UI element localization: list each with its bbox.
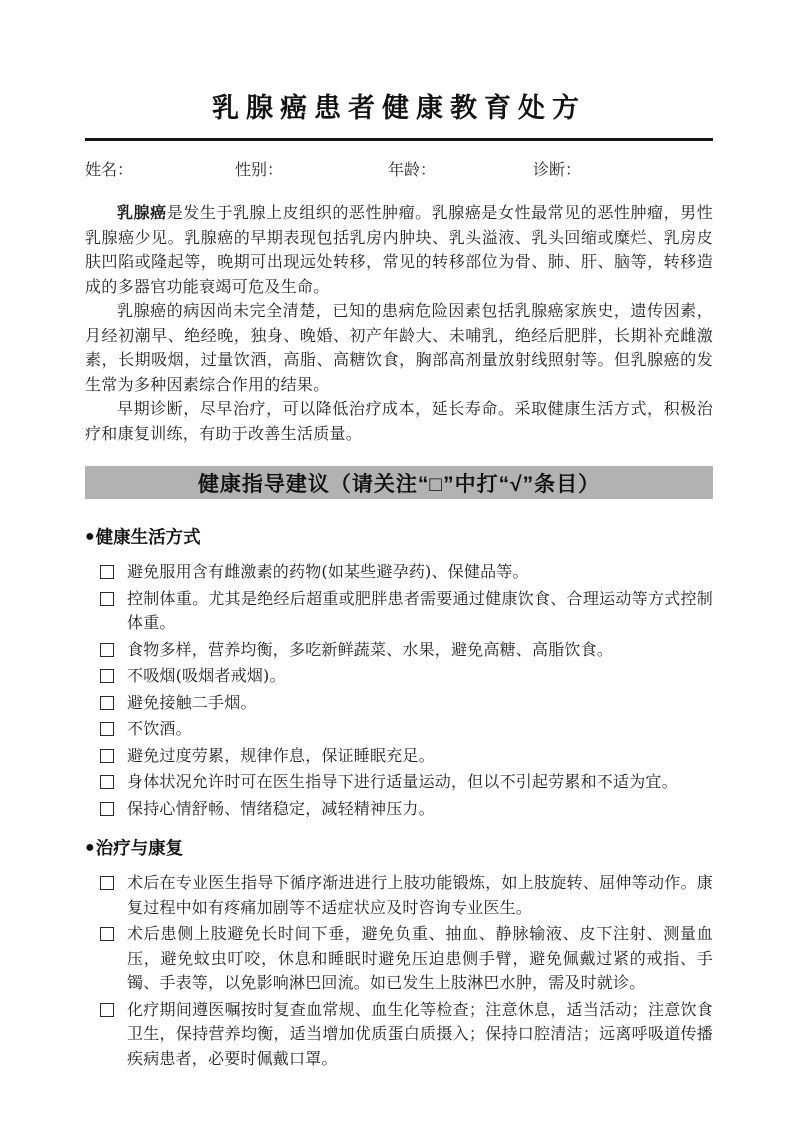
intro-paragraph bbox=[85, 201, 713, 299]
checkbox[interactable] bbox=[100, 802, 114, 816]
checklist-item bbox=[85, 638, 713, 663]
section-treatment-rehab bbox=[85, 835, 713, 1071]
gender-label: 性别： bbox=[235, 160, 284, 179]
guidance-banner: 健康指导建议（请关注“□”中打“√”条目） bbox=[85, 466, 713, 499]
section-heading bbox=[85, 835, 713, 860]
section-heading bbox=[85, 524, 713, 549]
title-rule bbox=[85, 138, 713, 141]
checklist-healthy-lifestyle bbox=[85, 560, 713, 821]
checklist-item-text: 控制体重。尤其是绝经后超重或肥胖患者需要通过健康饮食、合理运动等方式控制体重。 bbox=[127, 588, 713, 632]
page-title: 乳腺癌患者健康教育处方 bbox=[212, 93, 586, 123]
document-content bbox=[85, 86, 713, 1073]
checkbox[interactable] bbox=[100, 749, 114, 763]
checkbox[interactable] bbox=[100, 669, 114, 683]
checklist-item-text: 避免接触二手烟。 bbox=[127, 692, 257, 712]
intro-paragraph-text: 乳腺癌的病因尚未完全清楚，已知的患病危险因素包括乳腺癌家族史，遗传因素，月经初潮早、绝经晚，独身、晚婚、初产年龄大、未哺乳，绝经后肥胖，长期补充雌激素，长期吸烟，过量饮酒，高脂、高糖饮食，胸部高剂量放射线照射等。但乳腺癌的发生常为多种因素综合作用的结果。 bbox=[85, 301, 713, 394]
checklist-item bbox=[85, 871, 713, 920]
checkbox[interactable] bbox=[100, 592, 114, 606]
checklist-item-text: 避免服用含有雌激素的药物(如某些避孕药)、保健品等。 bbox=[127, 562, 529, 581]
checklist-item bbox=[85, 770, 713, 795]
diagnosis-field bbox=[533, 157, 713, 180]
checklist-item-text: 不吸烟(吸烟者戒烟)。 bbox=[127, 666, 286, 685]
checkbox[interactable] bbox=[100, 927, 114, 941]
checklist-item-text: 保持心情舒畅、情绪稳定，减轻精神压力。 bbox=[127, 798, 435, 818]
checkbox[interactable] bbox=[100, 565, 114, 579]
checkbox[interactable] bbox=[100, 876, 114, 890]
diagnosis-value[interactable] bbox=[581, 157, 713, 180]
bullet-icon: ● bbox=[85, 527, 95, 545]
name-label: 姓名： bbox=[85, 160, 134, 179]
intro-paragraph-text: 早期诊断，尽早治疗，可以降低治疗成本，延长寿命。采取健康生活方式，积极治疗和康复训练，有助于改善生活质量。 bbox=[85, 399, 713, 443]
section-heading-text: 治疗与康复 bbox=[95, 838, 184, 858]
checklist-item bbox=[85, 587, 713, 636]
checkbox[interactable] bbox=[100, 643, 114, 657]
checklist-item bbox=[85, 560, 713, 585]
checklist-item bbox=[85, 691, 713, 716]
checklist-item bbox=[85, 664, 713, 689]
checklist-item bbox=[85, 797, 713, 822]
checklist-item bbox=[85, 744, 713, 769]
intro-text bbox=[85, 201, 713, 446]
name-field bbox=[85, 157, 235, 180]
checklist-item-text: 化疗期间遵医嘱按时复查血常规、血生化等检查；注意休息，适当活动；注意饮食卫生，保持营养均衡，适当增加优质蛋白质摄入；保持口腔清洁；远离呼吸道传播疾病患者，必要时佩戴口罩。 bbox=[127, 999, 713, 1068]
intro-paragraph bbox=[85, 397, 713, 446]
section-healthy-lifestyle bbox=[85, 524, 713, 821]
intro-paragraph bbox=[85, 299, 713, 397]
checkbox[interactable] bbox=[100, 722, 114, 736]
age-label: 年龄： bbox=[388, 160, 437, 179]
checkbox[interactable] bbox=[100, 1003, 114, 1017]
checkbox[interactable] bbox=[100, 696, 114, 710]
checklist-item-text: 术后患侧上肢避免长时间下垂，避免负重、抽血、静脉输液、皮下注射、测量血压，避免蚊虫叮咬，休息和睡眠时避免压迫患侧手臂，避免佩戴过紧的戒指、手镯、手表等，以免影响淋巴回流。如已发生上肢淋巴水肿，需及时就诊。 bbox=[127, 924, 713, 992]
gender-value[interactable] bbox=[283, 157, 388, 180]
checklist-item-text: 食物多样，营养均衡，多吃新鲜蔬菜、水果，避免高糖、高脂饮食。 bbox=[127, 639, 614, 659]
intro-paragraph-text: 是发生于乳腺上皮组织的恶性肿瘤。乳腺癌是女性最常见的恶性肿瘤，男性乳腺癌少见。乳腺癌的早期表现包括乳房内肿块、乳头溢液、乳头回缩或糜烂、乳房皮肤凹陷或隆起等，晚期可出现远处转移，常见的转移部位为骨、肺、肝、脑等，转移造成的多器官功能衰竭可危及生命。 bbox=[85, 203, 714, 296]
checklist-item bbox=[85, 998, 713, 1072]
diagnosis-label: 诊断： bbox=[533, 160, 582, 179]
checklist-treatment-rehab bbox=[85, 871, 713, 1071]
checklist-item-text: 术后在专业医生指导下循序渐进进行上肢功能锻炼，如上肢旋转、屈伸等动作。康复过程中如有疼痛加剧等不适症状应及时咨询专业医生。 bbox=[127, 873, 713, 917]
checklist-item-text: 避免过度劳累，规律作息，保证睡眠充足。 bbox=[127, 745, 435, 765]
checklist-item-text: 身体状况允许时可在医生指导下进行适量运动，但以不引起劳累和不适为宜。 bbox=[127, 772, 678, 791]
age-field bbox=[388, 157, 533, 180]
section-heading-text: 健康生活方式 bbox=[95, 527, 201, 547]
gender-field bbox=[235, 157, 388, 180]
intro-lead-term: 乳腺癌 bbox=[117, 203, 167, 222]
age-value[interactable] bbox=[436, 157, 533, 180]
checklist-item-text: 不饮酒。 bbox=[127, 719, 192, 738]
name-value[interactable] bbox=[133, 157, 235, 180]
bullet-icon: ● bbox=[85, 838, 95, 856]
checkbox[interactable] bbox=[100, 775, 114, 789]
checklist-item bbox=[85, 717, 713, 742]
checklist-item bbox=[85, 922, 713, 996]
patient-info-row bbox=[85, 157, 713, 180]
